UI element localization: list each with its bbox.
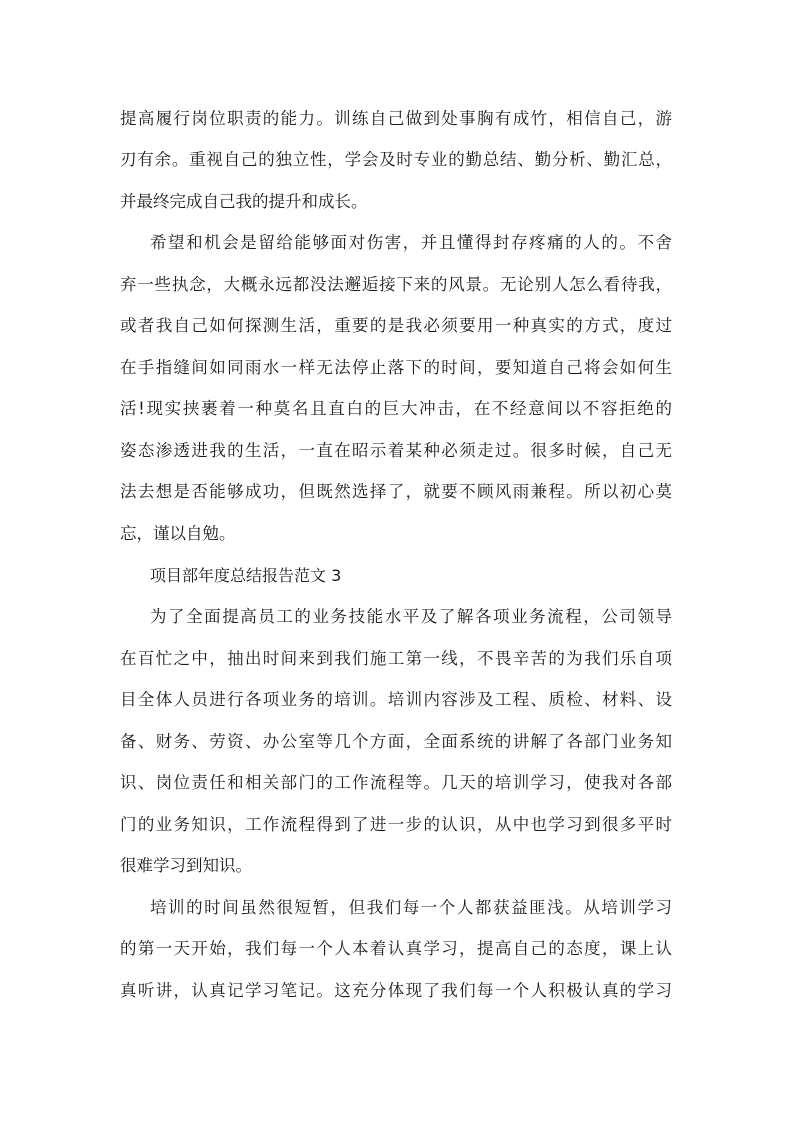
paragraph-first-line: 培训的时间虽然很短暂，但我们每一个人都获益匪浅。从培训学习 [150, 898, 672, 917]
paragraph-line: 备、财务、劳资、办公室等几个方面，全面系统的讲解了各部门业务知 [120, 732, 672, 751]
paragraph-line: 很难学习到知识。 [120, 856, 252, 875]
paragraph-line: 在手指缝间如同雨水一样无法停止落下的时间，要知道自己将会如何生 [120, 358, 672, 377]
paragraph-line: 识、岗位责任和相关部门的工作流程等。几天的培训学习，使我对各部 [120, 773, 672, 792]
paragraph-line: 或者我自己如何探测生活，重要的是我必须要用一种真实的方式，度过 [120, 316, 672, 335]
paragraph-line: 并最终完成自己我的提升和成长。 [120, 192, 368, 211]
paragraph-line: 姿态渗透进我的生活，一直在昭示着某种必须走过。很多时候，自己无 [120, 441, 672, 460]
paragraph-line: 弃一些执念，大概永远都没法邂逅接下来的风景。无论别人怎么看待我， [120, 275, 672, 294]
paragraph-line: 忘，谨以自勉。 [120, 524, 236, 543]
paragraph-line: 刃有余。重视自己的独立性，学会及时专业的勤总结、勤分析、勤汇总， [120, 150, 672, 169]
paragraph-line: 法去想是否能够成功，但既然选择了，就要不顾风雨兼程。所以初心莫 [120, 482, 672, 501]
paragraph-line: 真听讲，认真记学习笔记。这充分体现了我们每一个人积极认真的学习 [120, 981, 672, 1000]
paragraph-line: 门的业务知识，工作流程得到了进一步的认识，从中也学习到很多平时 [120, 815, 672, 834]
paragraph-line: 目全体人员进行各项业务的培训。培训内容涉及工程、质检、材料、设 [120, 690, 672, 709]
paragraph-line: 的第一天开始，我们每一个人本着认真学习，提高自己的态度，课上认 [120, 939, 672, 958]
section-heading: 项目部年度总结报告范文 3 [150, 566, 342, 585]
paragraph-line: 提高履行岗位职责的能力。训练自己做到处事胸有成竹，相信自己，游 [120, 109, 672, 128]
paragraph-first-line: 为了全面提高员工的业务技能水平及了解各项业务流程，公司领导 [150, 607, 672, 626]
paragraph-first-line: 希望和机会是留给能够面对伤害，并且懂得封存疼痛的人的。不舍 [150, 233, 672, 252]
paragraph-line: 在百忙之中，抽出时间来到我们施工第一线，不畏辛苦的为我们乐自项 [120, 649, 672, 668]
paragraph-line: 活!现实挟裹着一种莫名且直白的巨大冲击，在不经意间以不容拒绝的 [120, 399, 672, 418]
